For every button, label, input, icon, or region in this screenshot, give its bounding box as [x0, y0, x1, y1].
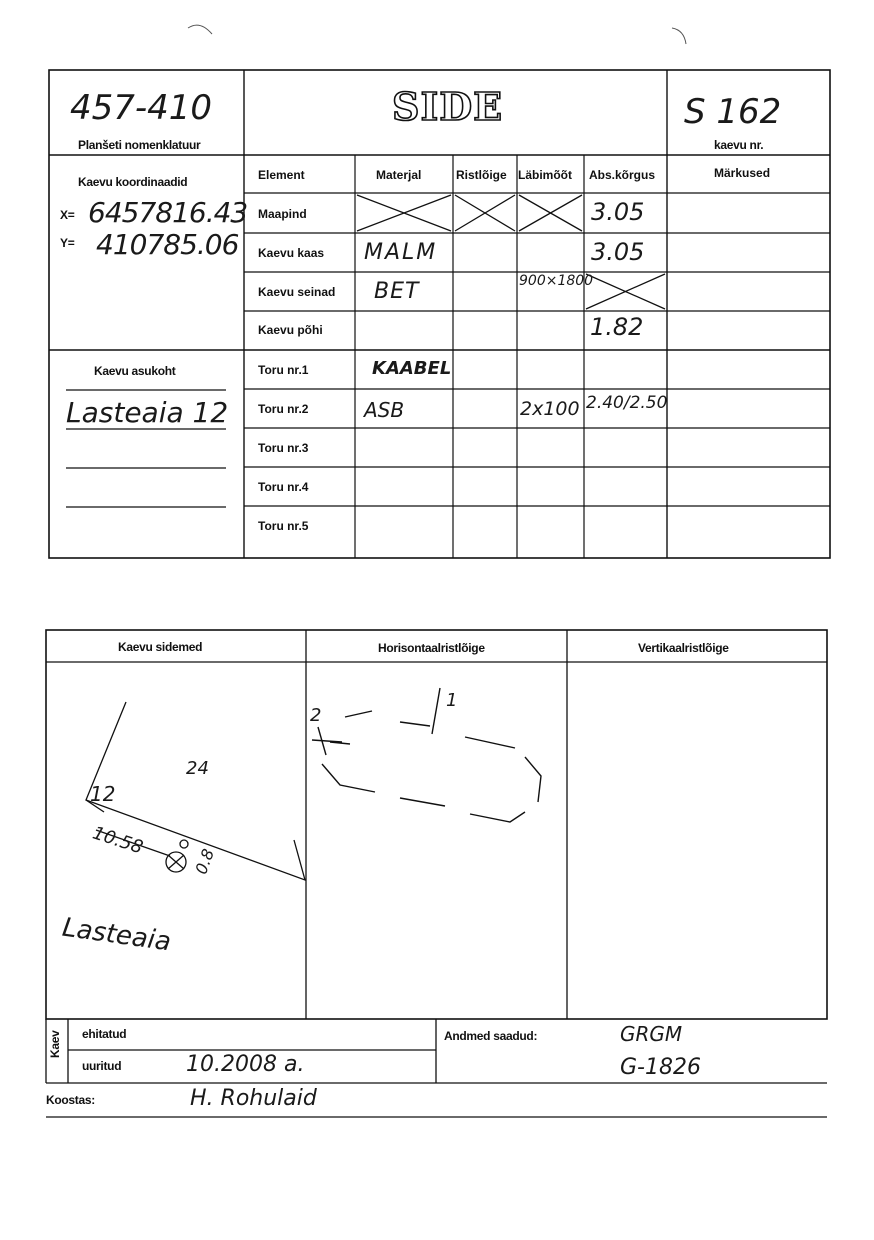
row-label: Toru nr.1 [258, 363, 309, 377]
header-kaevu-sidemed: Kaevu sidemed [118, 640, 203, 654]
well-number-label: kaevu nr. [714, 138, 764, 152]
sketch-label-24: 24 [186, 758, 209, 779]
materjal-toru2: ASB [364, 398, 405, 422]
coordinates-label: Kaevu koordinaadid [78, 175, 188, 189]
location-label: Kaevu asukoht [94, 364, 176, 378]
header-markused: Märkused [714, 166, 771, 180]
row-label: Toru nr.2 [258, 402, 309, 416]
sketch-label-distance: 10.58 [90, 822, 146, 859]
abs-kaas: 3.05 [591, 238, 645, 266]
ehitatud-label: ehitatud [82, 1027, 127, 1041]
y-coordinate: 410785.06 [96, 228, 239, 261]
andmed-label: Andmed saadud: [444, 1029, 538, 1043]
x-coordinate: 6457816.43 [88, 196, 248, 229]
uuritud-value: 10.2008 a. [186, 1052, 305, 1077]
hsection-label-1: 1 [446, 690, 458, 711]
kaev-label: Kaev [48, 1030, 62, 1058]
uuritud-label: uuritud [82, 1059, 122, 1073]
plansheet-number: 457-410 [70, 88, 213, 128]
row-label: Kaevu põhi [258, 323, 323, 337]
header-ristloige: Ristlõige [456, 168, 507, 182]
materjal-kaas: MALM [364, 240, 438, 265]
koostas-label: Koostas: [46, 1093, 95, 1107]
location-value: Lasteaia 12 [66, 396, 229, 429]
well-number: S 162 [684, 92, 782, 132]
abs-pohi: 1.82 [590, 313, 644, 341]
andmed-value-1: GRGM [620, 1022, 683, 1046]
labimoot-toru2: 2x100 [520, 398, 580, 420]
header-element: Element [258, 168, 305, 182]
row-label: Maapind [258, 207, 307, 221]
materjal-seinad: BET [374, 279, 420, 304]
plansheet-label: Planšeti nomenklatuur [78, 138, 201, 152]
sketch-street: Lasteaia [60, 912, 173, 958]
row-label: Toru nr.4 [258, 480, 309, 494]
header-abs-korgus: Abs.kõrgus [589, 168, 656, 182]
header-labimoot: Läbimõõt [518, 168, 572, 182]
materjal-toru1: KAABEL [372, 358, 452, 379]
row-label: Kaevu seinad [258, 285, 336, 299]
koostas-value: H. Rohulaid [190, 1086, 317, 1111]
y-label: Y= [60, 236, 75, 250]
sketch-label-12: 12 [90, 782, 116, 806]
labimoot-seinad: 900×1800 [519, 273, 594, 289]
x-label: X= [60, 208, 75, 222]
row-label: Toru nr.5 [258, 519, 309, 533]
header-horisontaalristloige: Horisontaalristlõige [378, 641, 485, 655]
header-materjal: Materjal [376, 168, 422, 182]
sketch-label-depth: 0.8 [191, 846, 219, 877]
abs-maapind: 3.05 [591, 198, 645, 226]
header-vertikaalristloige: Vertikaalristlõige [638, 641, 729, 655]
row-label: Toru nr.3 [258, 441, 309, 455]
row-label: Kaevu kaas [258, 246, 325, 260]
form-title: SIDE [392, 84, 504, 129]
andmed-value-2: G-1826 [620, 1055, 701, 1080]
abs-toru2: 2.40/2.50 [586, 393, 668, 413]
hsection-label-2: 2 [310, 705, 322, 726]
